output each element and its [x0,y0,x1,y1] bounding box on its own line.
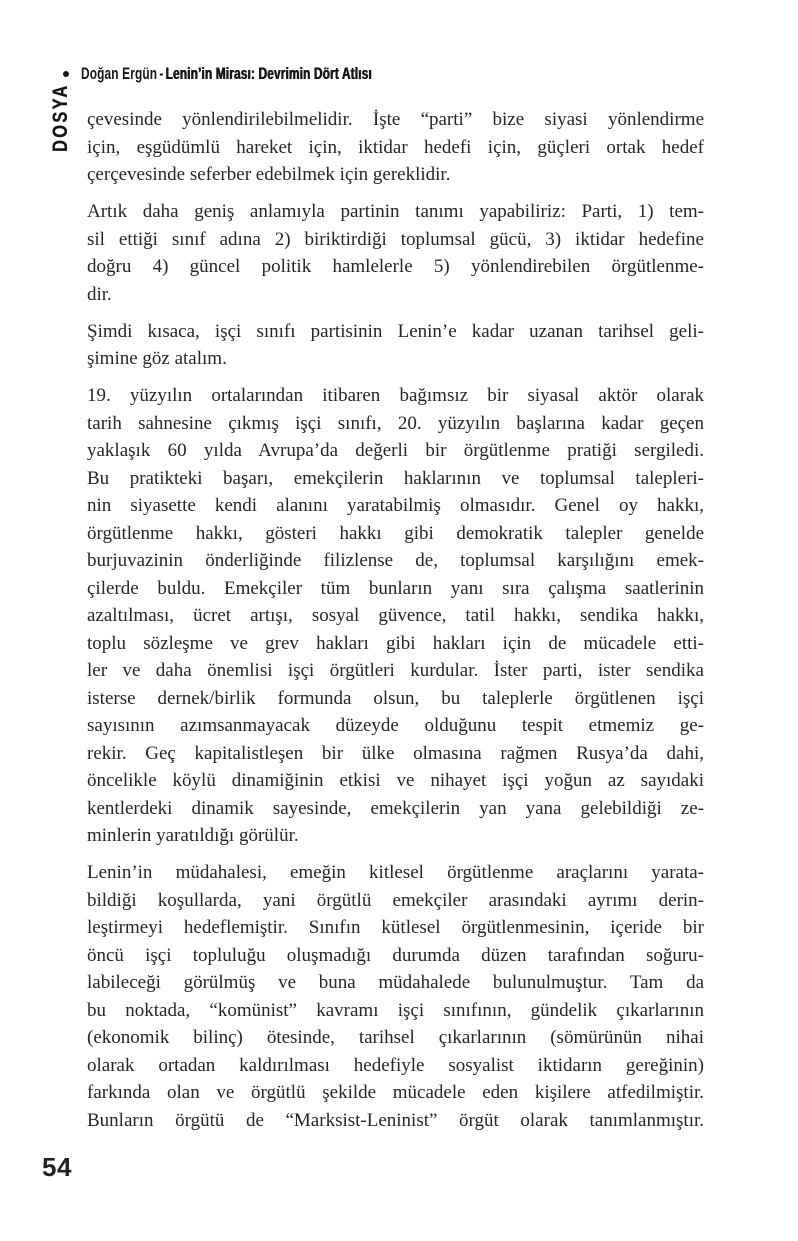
text-line: isterse dernek/birlik formunda olsun, bu taleplerle örgütlenen işçi [87,687,704,709]
text-line: öncü işçi topluluğu oluşmadığı durumda düzen tarafından soğuru- [87,944,704,966]
running-header [63,66,485,82]
text-line: nin siyasette kendi alanını yaratabilmiş olmasıdır. Genel oy hakkı, [87,495,704,516]
article-body [87,106,704,1134]
text-line: minlerin yaratıldığı görülür. [87,825,299,846]
text-line: bu noktada, “komünist” kavramı işçi sınıfının, gündelik çıkarlarının [87,999,704,1021]
text-line: olarak ortadan kaldırılması hedefiyle sosyalist iktidarın gereğinin) [87,1054,704,1076]
text-line: öncelikle köylü dinamiğinin etkisi ve nihayet işçi yoğun az sayıdaki [87,770,704,791]
text-line: Artık daha geniş anlamıyla partinin tanımı yapabiliriz: Parti, 1) tem- [87,201,704,222]
text-line: bildiği koşullarda, yani örgütlü emekçiler arasındaki ayrımı derin- [87,889,704,911]
text-line: 19. yüzyılın ortalarından itibaren bağımsız bir siyasal aktör olarak [87,385,704,406]
running-header-text [81,66,372,82]
paragraph [87,318,704,373]
text-line: farkında olan ve örgütlü şekilde mücadele eden kişilere atfedilmiştir. [87,1082,704,1103]
text-line: (ekonomik bilinç) ötesinde, tarihsel çıkarlarının (sömürünün nihai [87,1027,704,1048]
section-label-dosya: DOSYA [49,83,72,152]
bullet-icon [63,71,69,77]
text-line: leştirmeyi hedeflemiştir. Sınıfın kütlesel örgütlenmesinin, içeride bir [87,917,704,938]
text-line: toplu sözleşme ve grev hakları gibi hakları için de mücadele etti- [87,632,704,654]
text-line: şimine göz atalım. [87,348,227,369]
text-line: Lenin’in müdahalesi, emeğin kitlesel örgütlenme araçlarını yarata- [87,862,704,883]
text-line: sayısının azımsanmayacak düzeyde olduğunu tespit etmemiz ge- [87,715,704,736]
text-line: örgütlenme hakkı, gösteri hakkı gibi demokratik talepler genelde [87,522,704,544]
text-line: tarih sahnesine çıkmış işçi sınıfı, 20. yüzyılın başlarına kadar geçen [87,412,704,434]
paragraph [87,198,704,308]
text-line: burjuvazinin önderliğinde filizlense de, toplumsal karşılığını emek- [87,550,704,571]
text-line: çerçevesinde seferber edebilmek için gereklidir. [87,164,451,185]
text-line: rekir. Geç kapitalistleşen bir ülke olmasına rağmen Rusya’da dahi, [87,742,704,764]
header-book-title: Lenin’in Mirası: Devrimin Dört Atlısı [165,65,372,83]
text-line: kentlerdeki dinamik sayesinde, emekçilerin yan yana gelebildiği ze- [87,797,704,819]
text-line: azaltılması, ücret artışı, sosyal güvence, tatil hakkı, sendika hakkı, [87,605,704,626]
text-line: için, eşgüdümlü hareket için, iktidar hedefi için, güçleri ortak hedef [87,136,704,158]
paragraph [87,859,704,1134]
paragraph [87,106,704,189]
text-line: doğru 4) güncel politik hamlelerle 5) yönlendirebilen örgütlenme- [87,256,704,277]
text-line: labileceği görülmüş ve buna müdahalede bulunulmuştur. Tam da [87,972,704,993]
text-line: yaklaşık 60 yılda Avrupa’da değerli bir örgütlenme pratiği sergiledi. [87,440,704,461]
text-line: çilerde buldu. Emekçiler tüm bunların yanı sıra çalışma saatlerinin [87,577,704,599]
text-line: Bunların örgütü de “Marksist-Leninist” örgüt olarak tanımlanmıştır. [87,1109,704,1131]
page-number: 54 [42,1152,72,1182]
header-author: Doğan Ergün [81,65,158,83]
text-line: sil ettiği sınıf adına 2) biriktirdiği toplumsal gücü, 3) iktidar hedefine [87,228,704,250]
text-line: Bu pratikteki başarı, emekçilerin haklarının ve toplumsal talepleri- [87,467,704,489]
text-line: çevesinde yönlendirilebilmelidir. İşte “parti” bize siyasi yönlendirme [87,109,704,130]
text-line: Şimdi kısaca, işçi sınıfı partisinin Lenin’e kadar uzanan tarihsel geli- [87,320,704,342]
text-line: ler ve daha önemlisi işçi örgütleri kurdular. İster parti, ister sendika [87,660,704,681]
header-separator: - [159,65,164,83]
paragraph [87,382,704,850]
text-line: dir. [87,283,112,305]
